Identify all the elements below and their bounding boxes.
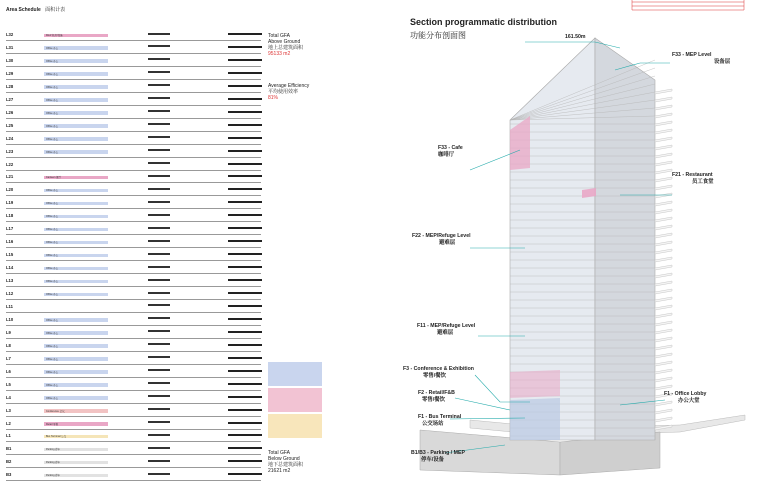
facade-fin (655, 121, 672, 126)
facade-fin (655, 409, 672, 414)
use-label: Office 办公 (46, 370, 59, 374)
use-label: Office 办公 (46, 254, 59, 258)
use-label: Office 办公 (46, 280, 59, 284)
use-label: Office 办公 (46, 98, 59, 102)
use-label: Office 办公 (46, 228, 59, 232)
level-label: L18 (6, 213, 14, 219)
label-f1-bus-terminal: F1 - Bus Terminal 公交场站 (418, 414, 462, 427)
level-label: L24 (6, 135, 14, 141)
facade-fin (655, 249, 672, 254)
use-label: Office 办公 (46, 72, 59, 76)
use-label: Bus Terminal 公交 (46, 435, 67, 439)
level-label: L19 (6, 200, 14, 206)
label-f11-refuge: F11 - MEP/Refuge Level 避难层 (417, 323, 476, 336)
label-f1-office-lobby: F1 - Office Lobby 办公大堂 (664, 391, 707, 404)
label-b1-b3-parking: B1/B3 - Parking / MEP 停车/设备 (411, 450, 465, 463)
facade-fin (655, 265, 672, 270)
facade-fin (655, 241, 672, 246)
use-label: Roof 机房/设备 (46, 34, 63, 37)
section-subtitle: 功能分布剖面图 (410, 31, 466, 40)
level-label: L23 (6, 148, 14, 154)
level-label: L30 (6, 57, 14, 63)
use-label: Office 办公 (46, 293, 59, 296)
facade-fin (655, 385, 672, 390)
facade-fin (655, 225, 672, 230)
level-label: B2 (6, 459, 12, 465)
level-label: L15 (6, 252, 14, 258)
level-label: L21 (6, 174, 14, 180)
use-label: Office 办公 (46, 318, 59, 322)
level-label: L28 (6, 83, 14, 89)
use-label: Office 办公 (46, 59, 59, 63)
facade-fin (655, 233, 672, 238)
facade-fin (655, 177, 672, 182)
level-label: L10 (6, 316, 14, 322)
facade-fin (655, 321, 672, 326)
facade-fin (655, 369, 672, 374)
facade-fin (655, 217, 672, 222)
facade-fin (655, 113, 672, 118)
use-label: Office 办公 (46, 331, 59, 335)
level-label: L8 (6, 342, 11, 348)
use-label: Parking 停车 (46, 461, 61, 465)
facade-fin (655, 281, 672, 286)
label-f22-refuge: F22 - MEP/Refuge Level 避难层 (412, 233, 471, 246)
facade-fin (655, 201, 672, 206)
label-f33-mep: F33 - MEP Level 设备层 (672, 52, 731, 65)
facade-fin (655, 97, 672, 102)
level-label: L12 (6, 291, 14, 296)
use-label: Office 办公 (46, 150, 59, 154)
level-label: L1 (6, 433, 11, 439)
level-label: L31 (6, 44, 14, 50)
schedule-title: Area Schedule 面积计表 (6, 7, 66, 13)
facade-fin (655, 297, 672, 302)
use-label: Office 办公 (46, 137, 59, 141)
use-label: Office 办公 (46, 189, 59, 193)
facade-fin (655, 193, 672, 198)
efficiency-summary: Average Efficiency 平均使用效率 81% (268, 83, 310, 101)
use-label: Office 办公 (46, 383, 59, 387)
use-label: Office 办公 (46, 344, 59, 348)
use-label: Office 办公 (46, 46, 59, 50)
facade-fin (655, 161, 672, 166)
level-label: L7 (6, 355, 11, 361)
use-label: Retail 零售 (46, 422, 59, 426)
use-label: Office 办公 (46, 215, 59, 219)
facade-fin (655, 313, 672, 318)
level-label: L17 (6, 226, 14, 232)
level-label: L9 (6, 329, 11, 335)
use-label: Office 办公 (46, 124, 59, 128)
gfa-above-summary: Total GFA Above Ground 地上总建筑面积 95133 m2 (268, 33, 304, 57)
facade-fin (655, 145, 672, 150)
level-label: L4 (6, 394, 11, 400)
label-f2-retail: F2 - Retail/F&B 零售/餐饮 (418, 390, 455, 403)
use-label: Canteen 餐厅 (46, 176, 62, 180)
use-label: Office 办公 (46, 396, 59, 400)
facade-fin (655, 417, 672, 422)
use-label: Parking 停车 (46, 474, 61, 478)
use-label: Office 办公 (46, 267, 59, 271)
level-label: L20 (6, 187, 14, 193)
facade-fin (655, 377, 672, 382)
level-label: L13 (6, 278, 14, 284)
use-label: Parking 停车 (46, 448, 61, 452)
level-label: B1 (6, 446, 12, 452)
level-label: B3 (6, 472, 12, 478)
facade-fin (655, 257, 672, 262)
use-label: Office 办公 (46, 357, 59, 361)
level-label: L14 (6, 265, 14, 271)
gfa-below-summary: Total GFA Below Ground 地下总建筑面积 21621 m2 (268, 450, 304, 474)
level-label: L3 (6, 407, 11, 413)
facade-fin (655, 105, 672, 110)
section-title: Section programmatic distribution (410, 17, 558, 27)
facade-fin (655, 169, 672, 174)
facade-fin (655, 137, 672, 142)
facade-fin (655, 129, 672, 134)
use-label: Office 办公 (46, 111, 59, 115)
facade-fin (655, 345, 672, 350)
facade-fin (655, 209, 672, 214)
use-label: Office 办公 (46, 202, 59, 206)
label-f21-restaurant: F21 - Restaurant 员工食堂 (672, 172, 714, 185)
level-label: L5 (6, 381, 11, 387)
level-label: L27 (6, 96, 14, 102)
level-label: L2 (6, 420, 11, 426)
use-label: Conference 会议 (46, 409, 65, 413)
use-label: Office 办公 (46, 85, 59, 89)
level-label: L26 (6, 109, 14, 115)
use-label: Office 办公 (46, 241, 59, 245)
facade-fin (655, 361, 672, 366)
level-label: L11 (6, 303, 13, 309)
facade-fin (655, 337, 672, 342)
level-label: L16 (6, 239, 14, 245)
label-f33-cafe: F33 - Cafe 咖啡厅 (438, 145, 463, 158)
facade-fin (655, 153, 672, 158)
facade-fin (655, 305, 672, 310)
level-label: L22 (6, 161, 14, 167)
facade-fin (655, 89, 672, 94)
facade-fin (655, 289, 672, 294)
facade-fin (655, 329, 672, 334)
facade-fin (655, 273, 672, 278)
facade-fin (655, 185, 672, 190)
facade-fin (655, 353, 672, 358)
level-label: L29 (6, 70, 14, 76)
height-label: 161.50m (565, 34, 586, 40)
level-label: L6 (6, 368, 11, 374)
level-label: L32 (6, 32, 14, 37)
level-label: L25 (6, 122, 14, 128)
label-f3-conference: F3 - Conference & Exhibition 零售/餐饮 (403, 366, 474, 379)
